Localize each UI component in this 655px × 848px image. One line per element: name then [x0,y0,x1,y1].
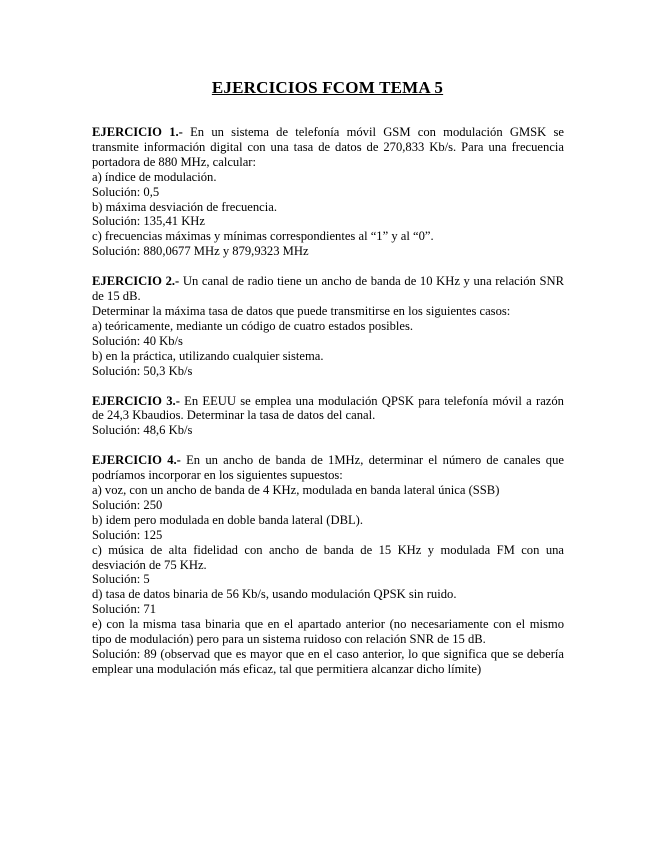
solution-line: Solución: 71 [92,602,157,617]
exercise-statement: En un sistema de telefonía móvil GSM con modulación GMSK se transmite información digital con una tasa de datos de 270,833 Kb/s. Para una frecuencia portadora de 880 MHz, calcular: [92,125,564,169]
exercise-line: b) máxima desviación de frecuencia. [92,199,277,214]
solution-line: Solución: 125 [92,527,163,542]
exercise-heading: EJERCICIO 1.- [92,125,183,139]
exercise-line: a) voz, con un ancho de banda de 4 KHz, modulada en banda lateral única (SSB) [92,483,500,498]
exercise-heading: EJERCICIO 2.- [92,274,180,289]
exercise-statement: En un ancho de banda de 1MHz, determinar el número de canales que podríamos incorporar en los siguientes supuestos: [92,453,564,483]
solution-line: Solución: 250 [92,497,163,512]
exercise-intro [92,453,564,483]
exercise-intro [92,125,564,170]
exercise-line: a) índice de modulación. [92,169,217,184]
exercise-line: Determinar la máxima tasa de datos que puede transmitirse en los siguientes casos: [92,303,511,318]
exercise-intro [92,394,564,424]
exercise-line: b) idem pero modulada en doble banda lateral (DBL). [92,512,364,527]
solution-line: Solución: 50,3 Kb/s [92,363,193,378]
document-body [92,125,564,692]
exercise-line: e) con la misma tasa binaria que en el apartado anterior (no necesariamente con el mismo tipo de modulación) pero para un sistema ruidoso con relación SNR de 15 dB. [92,617,564,647]
exercise-heading: EJERCICIO 4.- [92,453,181,468]
exercise-line: c) frecuencias máximas y mínimas correspondientes al “1” y al “0”. [92,229,434,244]
exercise-line: c) música de alta fidelidad con ancho de banda de 15 KHz y modulada FM con una desviación de 75 KHz. [92,542,564,572]
solution-line: Solución: 89 (observad que es mayor que en el caso anterior, lo que significa que se debería emplear una modulación más eficaz, tal que permitiera alcanzar dicho límite) [92,647,564,676]
exercise-statement: Un canal de radio tiene un ancho de banda de 10 KHz y una relación SNR de 15 dB. [92,274,564,304]
solution-line: Solución: 880,0677 MHz y 879,9323 MHz [92,244,309,259]
exercise-statement: En EEUU se emplea una modulación QPSK para telefonía móvil a razón de 24,3 Kbaudios. Determinar la tasa de datos del canal. [92,393,564,423]
exercise-4 [92,453,564,677]
solution-line: Solución: 48,6 Kb/s [92,423,193,438]
solution-line: Solución: 135,41 KHz [92,214,205,229]
exercise-line: d) tasa de datos binaria de 56 Kb/s, usando modulación QPSK sin ruido. [92,587,457,602]
exercise-3 [92,394,564,439]
exercise-line: a) teóricamente, mediante un código de cuatro estados posibles. [92,318,414,333]
solution-line: Solución: 40 Kb/s [92,333,183,348]
document-title: EJERCICIOS FCOM TEMA 5 [211,78,444,97]
exercise-intro [92,274,564,304]
exercise-line: b) en la práctica, utilizando cualquier sistema. [92,348,324,363]
solution-line: Solución: 5 [92,572,150,587]
exercise-1 [92,125,564,259]
exercise-heading: EJERCICIO 3.- [92,393,180,408]
solution-line: Solución: 0,5 [92,184,160,199]
exercise-2 [92,274,564,378]
